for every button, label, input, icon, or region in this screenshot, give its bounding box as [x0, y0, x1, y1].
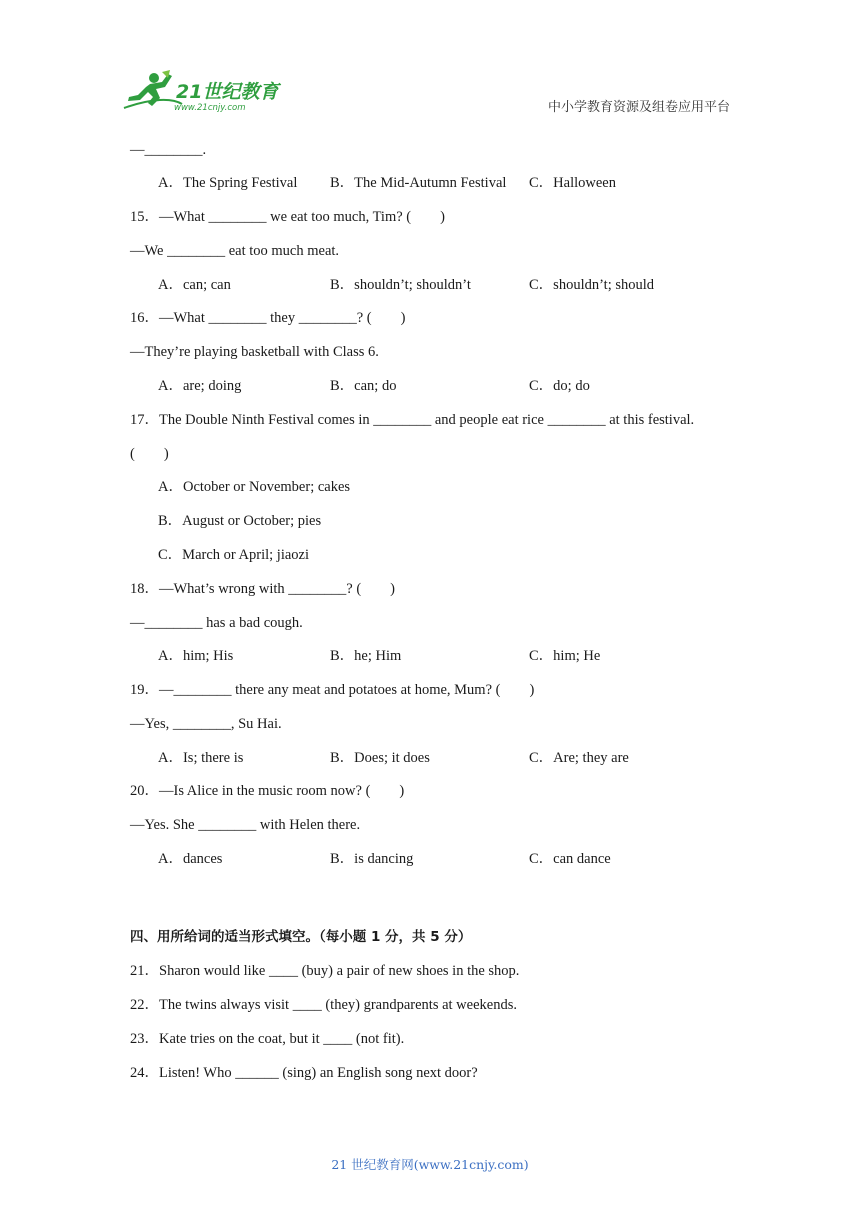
- option-c: C．can dance: [529, 851, 611, 867]
- q16-answer-line: —They’re playing basketball with Class 6.: [130, 344, 379, 360]
- q14-answer-line: —________.: [130, 142, 207, 158]
- q17-stem: 17．The Double Ninth Festival comes in ________ and people eat rice ________ at this festival.: [130, 412, 695, 428]
- q22-item: 22．The twins always visit ____ (they) grandparents at weekends.: [130, 997, 517, 1013]
- q20-stem: 20．—Is Alice in the music room now? ( ): [130, 783, 405, 799]
- page-header: [0, 0, 860, 130]
- q20-answer-line: —Yes. She ________ with Helen there.: [130, 817, 361, 833]
- option-a: A．are; doing: [158, 378, 242, 394]
- section-4-title: 四、用所给词的适当形式填空。（每小题 1 分，共 5 分）: [130, 929, 472, 945]
- q21-item: 21．Sharon would like ____ (buy) a pair of new shoes in the shop.: [130, 963, 520, 979]
- runner-logo-icon: [122, 68, 292, 118]
- q17-option-b: B．August or October; pies: [158, 513, 322, 529]
- q19-answer-line: —Yes, ________, Su Hai.: [130, 716, 282, 732]
- page-footer-link[interactable]: 21 世纪教育网(www.21cnjy.com): [331, 1157, 529, 1172]
- q15-answer-line: —We ________ eat too much meat.: [130, 243, 340, 259]
- q17-option-c: C．March or April; jiaozi: [158, 547, 310, 563]
- logo-text: 21世纪教育: [176, 81, 279, 103]
- option-b: B．he; Him: [330, 648, 402, 664]
- header-platform-text: 中小学教育资源及组卷应用平台: [547, 100, 730, 115]
- q19-stem: 19．—________ there any meat and potatoes at home, Mum? ( ): [130, 682, 535, 698]
- option-b: B．shouldn’t; shouldn’t: [330, 277, 471, 293]
- option-a: A．dances: [158, 851, 223, 867]
- q18-answer-line: —________ has a bad cough.: [130, 615, 303, 631]
- option-c: C．him; He: [529, 648, 601, 664]
- option-a: A．The Spring Festival: [158, 175, 298, 191]
- q16-stem: 16．—What ________ they ________? ( ): [130, 310, 406, 326]
- option-a: A．him; His: [158, 648, 234, 664]
- q17-bracket: ( ): [130, 446, 169, 462]
- q24-item: 24．Listen! Who ______ (sing) an English song next door?: [130, 1065, 478, 1081]
- q18-stem: 18．—What’s wrong with ________? ( ): [130, 581, 395, 597]
- option-a: A．Is; there is: [158, 750, 244, 766]
- option-c: C．do; do: [529, 378, 590, 394]
- option-b: B．can; do: [330, 378, 397, 394]
- q23-item: 23．Kate tries on the coat, but it ____ (not fit).: [130, 1031, 405, 1047]
- option-b: B．is dancing: [330, 851, 414, 867]
- option-c: C．Halloween: [529, 175, 616, 191]
- option-c: C．shouldn’t; should: [529, 277, 655, 293]
- logo-url: www.21cnjy.com: [174, 103, 246, 113]
- option-a: A．can; can: [158, 277, 231, 293]
- option-b: B．The Mid-Autumn Festival: [330, 175, 507, 191]
- q17-option-a: A．October or November; cakes: [158, 479, 351, 495]
- option-c: C．Are; they are: [529, 750, 629, 766]
- site-logo[interactable]: [122, 68, 292, 118]
- option-b: B．Does; it does: [330, 750, 430, 766]
- q15-stem: 15．—What ________ we eat too much, Tim? ( ): [130, 209, 445, 225]
